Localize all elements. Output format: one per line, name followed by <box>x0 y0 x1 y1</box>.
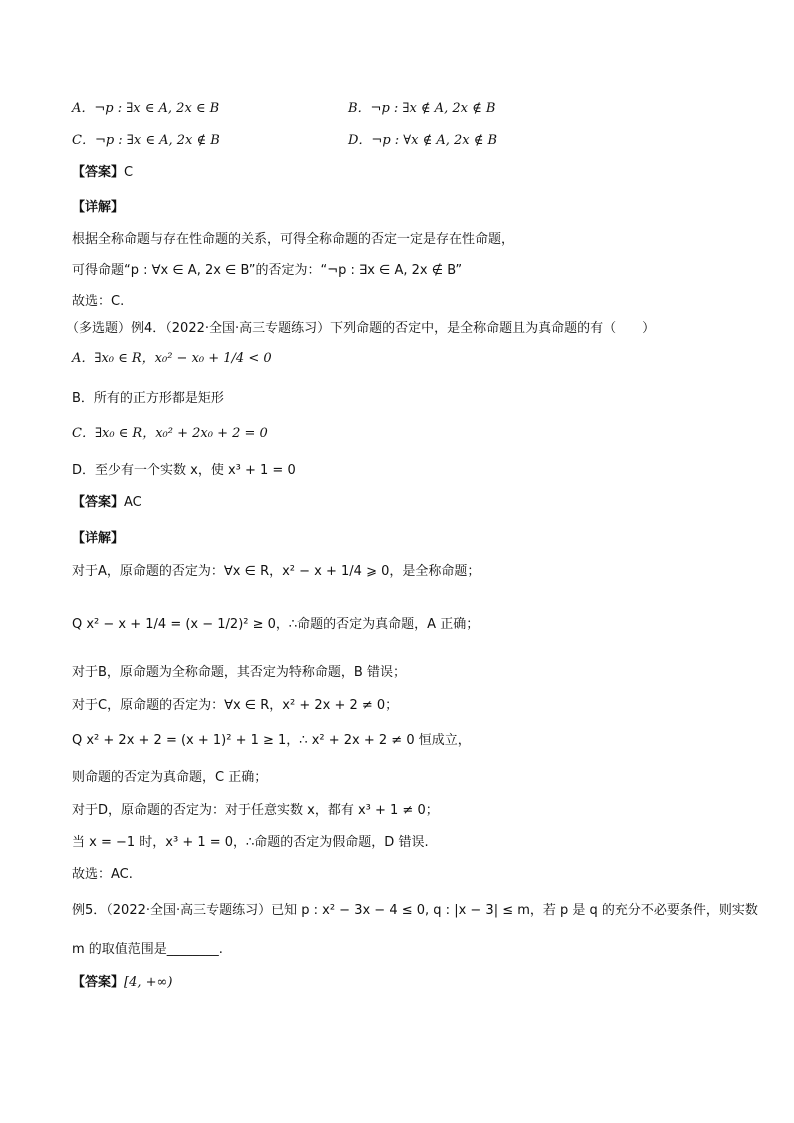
q4-detail-2: Q x² − x + 1/4 = (x − 1/2)² ≥ 0，∴命题的否定为真命题，A 正确； <box>72 617 480 632</box>
q3-option-a: A．¬p : ∃x ∈ A, 2x ∈ B <box>72 101 220 116</box>
q3-answer: 【答案】C <box>72 165 134 180</box>
q4-detail-label: 【详解】 <box>72 531 125 546</box>
q3-option-c: C．¬p : ∃x ∈ A, 2x ∉ B <box>72 133 220 148</box>
q3-option-b: B．¬p : ∃x ∉ A, 2x ∉ B <box>348 101 496 116</box>
q4-option-c: C．∃x₀ ∈ R，x₀² + 2x₀ + 2 = 0 <box>72 426 268 441</box>
q4-title: （多选题）例4．（2022·全国·高三专题练习）下列命题的否定中，是全称命题且为真命题的有（ ） <box>66 321 656 336</box>
q4-option-d: D．至少有一个实数 x，使 x³ + 1 = 0 <box>72 463 296 478</box>
q4-answer: 【答案】AC <box>72 495 142 510</box>
q3-detail-line-1: 根据全称命题与存在性命题的关系，可得全称命题的否定一定是存在性命题， <box>72 232 515 247</box>
q4-detail-8: 当 x = −1 时，x³ + 1 = 0，∴命题的否定为假命题，D 错误. <box>72 835 429 850</box>
q4-detail-1: 对于A，原命题的否定为：∀x ∈ R，x² − x + 1/4 ⩾ 0，是全称命题； <box>72 564 481 579</box>
q5-answer: 【答案】[4, +∞) <box>72 975 173 990</box>
q4-detail-6: 则命题的否定为真命题，C 正确； <box>72 770 268 785</box>
q4-detail-7: 对于D，原命题的否定为：对于任意实数 x，都有 x³ + 1 ≠ 0； <box>72 803 439 818</box>
q3-option-d: D．¬p : ∀x ∉ A, 2x ∉ B <box>348 133 498 148</box>
q3-detail-line-2: 可得命题“p : ∀x ∈ A, 2x ∈ B”的否定为：“¬p : ∃x ∈ A, 2x ∉ B” <box>72 263 463 278</box>
q4-detail-4: 对于C，原命题的否定为：∀x ∈ R，x² + 2x + 2 ≠ 0； <box>72 698 399 713</box>
q4-option-b: B．所有的正方形都是矩形 <box>72 391 224 406</box>
q3-choose: 故选：C. <box>72 294 125 309</box>
q5-title: 例5．（2022·全国·高三专题练习）已知 p : x² − 3x − 4 ≤ 0, q : |x − 3| ≤ m，若 p 是 q 的充分不必要条件，则实数 <box>72 903 758 918</box>
q3-detail-label: 【详解】 <box>72 200 125 215</box>
q4-detail-3: 对于B，原命题为全称命题，其否定为特称命题，B 错误； <box>72 665 406 680</box>
q4-detail-5: Q x² + 2x + 2 = (x + 1)² + 1 ≥ 1，∴ x² + 2x + 2 ≠ 0 恒成立， <box>72 733 471 748</box>
q4-option-a: A．∃x₀ ∈ R，x₀² − x₀ + 1/4 < 0 <box>72 351 272 366</box>
q4-choose: 故选：AC. <box>72 867 133 882</box>
q5-title-line-2: m 的取值范围是________. <box>72 942 223 957</box>
